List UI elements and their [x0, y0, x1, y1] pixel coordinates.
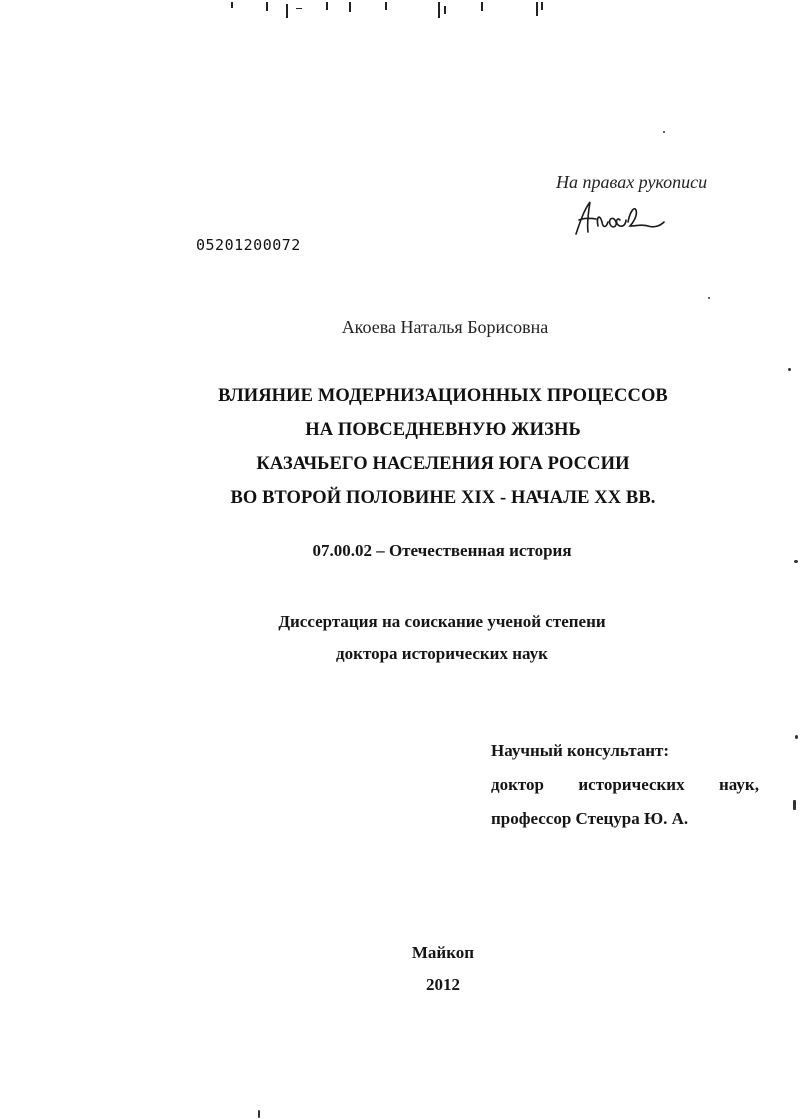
scan-artifact — [286, 4, 288, 18]
degree-statement — [0, 606, 800, 670]
title-line: ВО ВТОРОЙ ПОЛОВИНЕ XIX - НАЧАЛЕ XX ВВ. — [230, 488, 656, 508]
consultant-label: Научный консультант: — [491, 741, 670, 760]
scientific-consultant — [491, 734, 759, 836]
title-line: ВЛИЯНИЕ МОДЕРНИЗАЦИОННЫХ ПРОЦЕССОВ — [218, 386, 668, 406]
scan-artifact — [481, 2, 483, 11]
scan-speck — [788, 368, 791, 371]
scan-artifact — [385, 2, 387, 10]
title-line: КАЗАЧЬЕГО НАСЕЛЕНИЯ ЮГА РОССИИ — [256, 454, 630, 474]
scan-artifact — [349, 2, 351, 12]
scan-artifact — [536, 2, 538, 16]
consultant-degree-word: исторических — [578, 775, 685, 794]
scan-artifact — [438, 2, 440, 18]
scan-artifact — [444, 6, 446, 14]
rights-note: На правах рукописи — [556, 172, 708, 192]
degree-line: Диссертация на соискание ученой степени — [278, 612, 606, 631]
city: Майкоп — [411, 943, 475, 962]
scan-artifact — [326, 2, 328, 10]
scan-speck — [795, 735, 798, 739]
title-line: НА ПОВСЕДНЕВНУЮ ЖИЗНЬ — [305, 420, 581, 440]
consultant-degree-word: доктор — [491, 775, 544, 794]
scan-speck — [258, 1110, 260, 1118]
consultant-name: профессор Стецура Ю. А. — [491, 809, 689, 828]
year: 2012 — [426, 975, 460, 994]
scan-speck — [708, 297, 710, 299]
dissertation-title — [0, 379, 800, 515]
degree-line: доктора исторических наук — [336, 644, 548, 663]
barcode-number: 05201200072 — [196, 236, 301, 254]
specialty-code: 07.00.02 – Отечественная история — [312, 541, 572, 560]
consultant-degree — [491, 768, 759, 802]
scan-artifact — [541, 2, 543, 10]
signature — [570, 196, 670, 238]
author-name: Акоева Наталья Борисовна — [341, 317, 549, 337]
scan-artifact — [231, 2, 233, 8]
scan-artifact — [296, 8, 302, 9]
consultant-degree-word: наук, — [719, 775, 759, 794]
signature-mark — [570, 196, 670, 238]
scan-speck — [663, 131, 665, 133]
scan-artifact — [266, 2, 268, 11]
scan-speck — [793, 800, 796, 810]
